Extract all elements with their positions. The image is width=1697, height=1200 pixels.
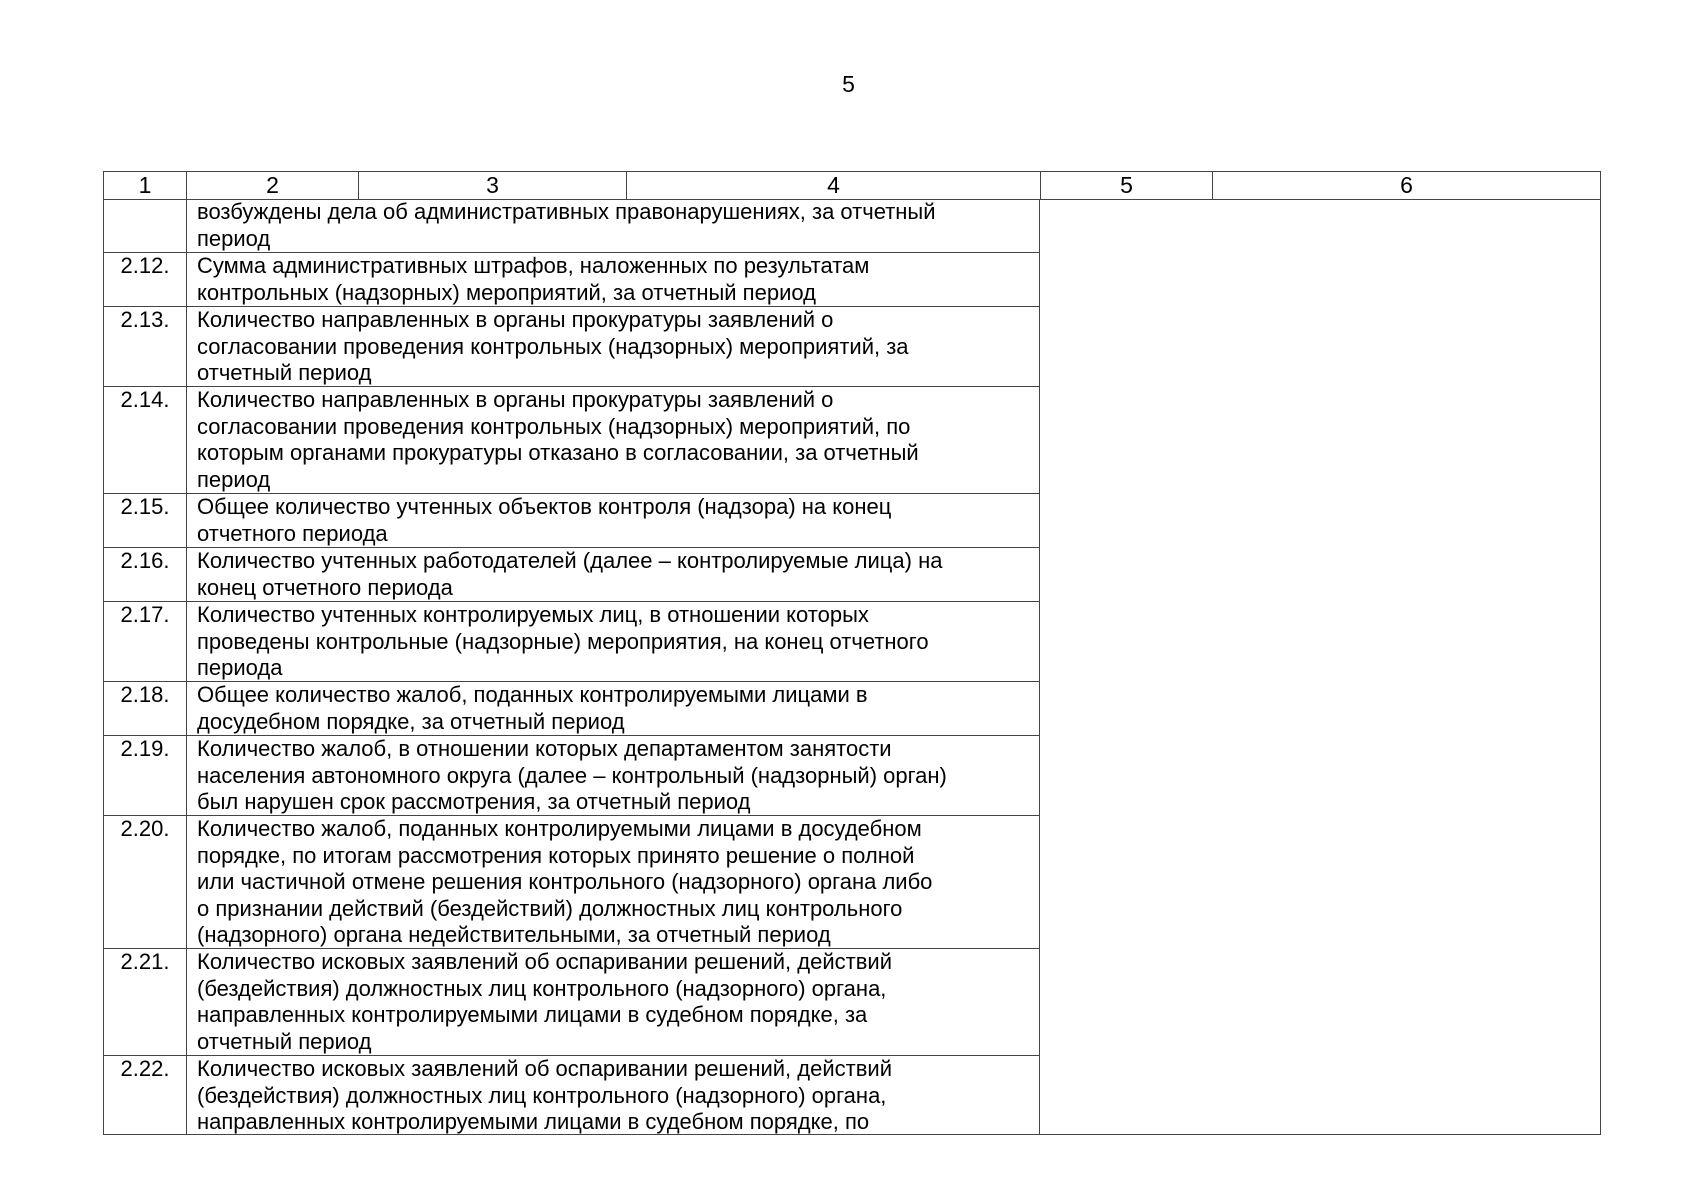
table-row	[104, 493, 1040, 547]
page-number: 5	[842, 71, 855, 97]
row-number: 2.16.	[120, 548, 170, 573]
table-row	[104, 306, 1040, 386]
row-number: 2.17.	[120, 602, 170, 627]
header-col-4: 4	[626, 172, 1040, 199]
row-number: 2.21.	[120, 949, 170, 974]
row-text: Сумма административных штрафов, наложенных по результатам контрольных (надзорных) мероприятий, за отчетный период	[197, 253, 870, 305]
row-text: Количество жалоб, поданных контролируемыми лицами в досудебном порядке, по итогам рассмотрения которых принято решение о полной или частичной отмене решения контрольного (надзорного) органа либо о признании действий (бездействий) должностных лиц контрольного (надзорного) органа недействительными, за отчетный период	[197, 816, 933, 947]
row-number	[104, 199, 186, 252]
header-col-6: 6	[1212, 172, 1600, 199]
header-col-2: 2	[186, 172, 358, 199]
table-header-row	[103, 171, 1601, 200]
row-text: Общее количество учтенных объектов контроля (надзора) на конец отчетного периода	[197, 494, 892, 546]
row-number: 2.12.	[120, 253, 170, 278]
row-number: 2.18.	[120, 682, 170, 707]
row-text: Количество жалоб, в отношении которых департаментом занятости населения автономного округа (далее – контрольный (надзорный) орган) был нарушен срок рассмотрения, за отчетный период	[197, 736, 947, 814]
row-number: 2.15.	[120, 494, 170, 519]
table-row	[104, 386, 1040, 493]
row-text: Количество учтенных контролируемых лиц, в отношении которых проведены контрольные (надзорные) мероприятия, на конец отчетного периода	[197, 602, 929, 680]
header-col-3: 3	[358, 172, 626, 199]
table-row	[104, 601, 1040, 681]
row-number: 2.20.	[120, 816, 170, 841]
table-row	[104, 199, 1040, 252]
row-number: 2.22.	[120, 1056, 170, 1081]
table-row	[104, 252, 1040, 306]
table-row	[104, 547, 1040, 601]
table-row	[104, 681, 1040, 735]
header-col-5: 5	[1040, 172, 1212, 199]
table-row	[104, 1055, 1040, 1135]
table-rows	[104, 199, 1040, 1135]
row-number: 2.19.	[120, 736, 170, 761]
table-row	[104, 948, 1040, 1055]
table-body	[103, 199, 1601, 1135]
table-row	[104, 815, 1040, 948]
row-text: Количество исковых заявлений об оспаривании решений, действий (бездействия) должностных лиц контрольного (надзорного) органа, направленных контролируемыми лицами в судебном порядке, за отчетный период	[197, 949, 892, 1054]
row-text: Общее количество жалоб, поданных контролируемыми лицами в досудебном порядке, за отчетный период	[197, 682, 868, 734]
row-text: Количество учтенных работодателей (далее – контролируемые лица) на конец отчетного периода	[197, 548, 943, 600]
table-row	[104, 735, 1040, 815]
row-text: возбуждены дела об административных правонарушениях, за отчетный период	[197, 199, 936, 251]
row-text: Количество направленных в органы прокуратуры заявлений о согласовании проведения контрольных (надзорных) мероприятий, за отчетный период	[197, 307, 909, 385]
row-text: Количество направленных в органы прокуратуры заявлений о согласовании проведения контрольных (надзорных) мероприятий, по которым органами прокуратуры отказано в согласовании, за отчетный период	[197, 387, 919, 492]
header-col-1: 1	[138, 172, 152, 198]
row-number: 2.13.	[120, 307, 170, 332]
row-text: Количество исковых заявлений об оспаривании решений, действий (бездействия) должностных лиц контрольного (надзорного) органа, направленных контролируемыми лицами в судебном порядке, по	[197, 1056, 892, 1134]
row-number: 2.14.	[120, 387, 170, 412]
